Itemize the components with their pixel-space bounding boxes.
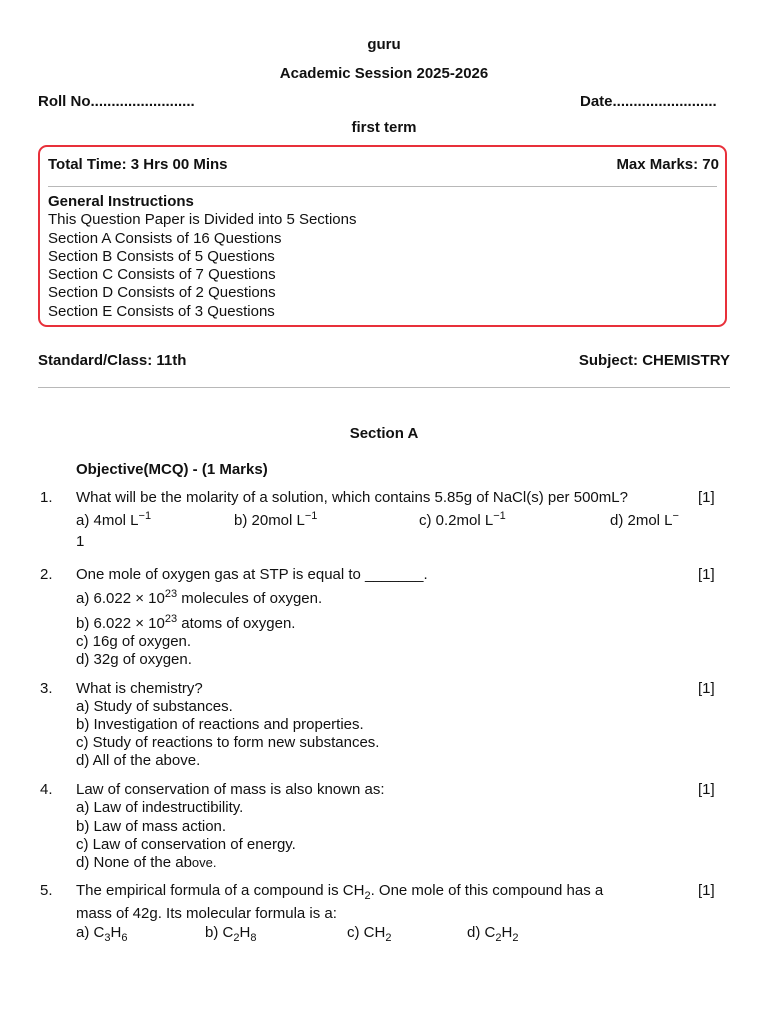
option-d: d) None of the above. (76, 854, 217, 871)
question-number: 1. (40, 489, 53, 506)
school-name: guru (367, 36, 401, 53)
question-text: One mole of oxygen gas at STP is equal to _______. (76, 566, 428, 583)
question-marks: [1] (698, 566, 715, 583)
question-text-line-2: mass of 42g. Its molecular formula is a: (76, 905, 337, 922)
instruction-line: Section B Consists of 5 Questions (48, 247, 275, 265)
option-d: d) 2mol L− (610, 510, 679, 529)
option-a: a) $6.022 \times 10^{23}$ molecules of oxygen. (76, 588, 323, 607)
roll-number-field: Roll No......................... (38, 93, 195, 110)
total-time: Total Time: 3 Hrs 00 Mins (48, 156, 228, 173)
subject: Subject: CHEMISTRY (578, 352, 730, 369)
option-a: a) Law of indestructibility. (76, 799, 244, 816)
option-d-wrap: 1 (76, 533, 85, 550)
option-c: c) $CH_2$ (347, 924, 392, 944)
standard-class: Standard/Class: 11th (38, 352, 187, 369)
instructions-box (38, 145, 727, 327)
option-c: c) 16g of oxygen. (76, 633, 192, 650)
option-b: b) Law of mass action. (76, 818, 227, 835)
question-marks: [1] (698, 882, 715, 899)
general-instructions (48, 193, 357, 321)
term-label: first term (351, 119, 417, 136)
section-subtitle: Objective(MCQ) - (1 Marks) (76, 461, 268, 478)
option-c: c) Law of conservation of energy. (76, 836, 296, 853)
option-a: a) 4mol $L^{-1}$ (76, 510, 152, 529)
instruction-line: Section C Consists of 7 Questions (48, 266, 276, 284)
question-number: 3. (40, 680, 53, 697)
option-b: b) $6.022 \times 10^{23}$ atoms of oxygen. (76, 613, 296, 632)
question-marks: [1] (698, 781, 715, 798)
option-b: b) Investigation of reactions and properties. (76, 716, 364, 733)
question-text: The empirical formula of a compound is $CH_2$. One mole of this compound has a (76, 882, 604, 902)
option-a: a) $C_3H_6$ (76, 924, 128, 944)
question-text: What is chemistry? (76, 680, 203, 697)
header-divider (38, 387, 730, 388)
question-marks: [1] (698, 489, 715, 506)
section-title: Section A (349, 425, 419, 442)
max-marks: Max Marks: 70 (616, 156, 719, 173)
option-b: b) $C_2H_8$ (205, 924, 257, 944)
option-d: d) All of the above. (76, 752, 201, 769)
option-c: c) 0.2mol $L^{-1}$ (419, 510, 506, 529)
option-c: c) Study of reactions to form new substances. (76, 734, 380, 751)
instruction-line: This Question Paper is Divided into 5 Sections (48, 211, 357, 229)
question-number: 4. (40, 781, 53, 798)
instruction-line: Section A Consists of 16 Questions (48, 229, 282, 247)
option-d: d) 32g of oxygen. (76, 651, 192, 668)
question-marks: [1] (698, 680, 715, 697)
box-divider (48, 186, 717, 187)
instruction-line: Section E Consists of 3 Questions (48, 302, 275, 320)
option-d: d) $C_2H_2$ (467, 924, 519, 944)
instructions-title: General Instructions (48, 193, 194, 210)
question-number: 5. (40, 882, 53, 899)
question-number: 2. (40, 566, 53, 583)
option-a: a) Study of substances. (76, 698, 233, 715)
question-text: What will be the molarity of a solution, which contains 5.85g of NaCl(s) per 500mL? (76, 489, 628, 506)
option-b: b) 20mol $L^{-1}$ (234, 510, 318, 529)
instruction-line: Section D Consists of 2 Questions (48, 284, 276, 302)
question-text: Law of conservation of mass is also known as: (76, 781, 385, 798)
academic-session: Academic Session 2025-2026 (279, 65, 489, 82)
date-field: Date......................... (580, 93, 717, 110)
